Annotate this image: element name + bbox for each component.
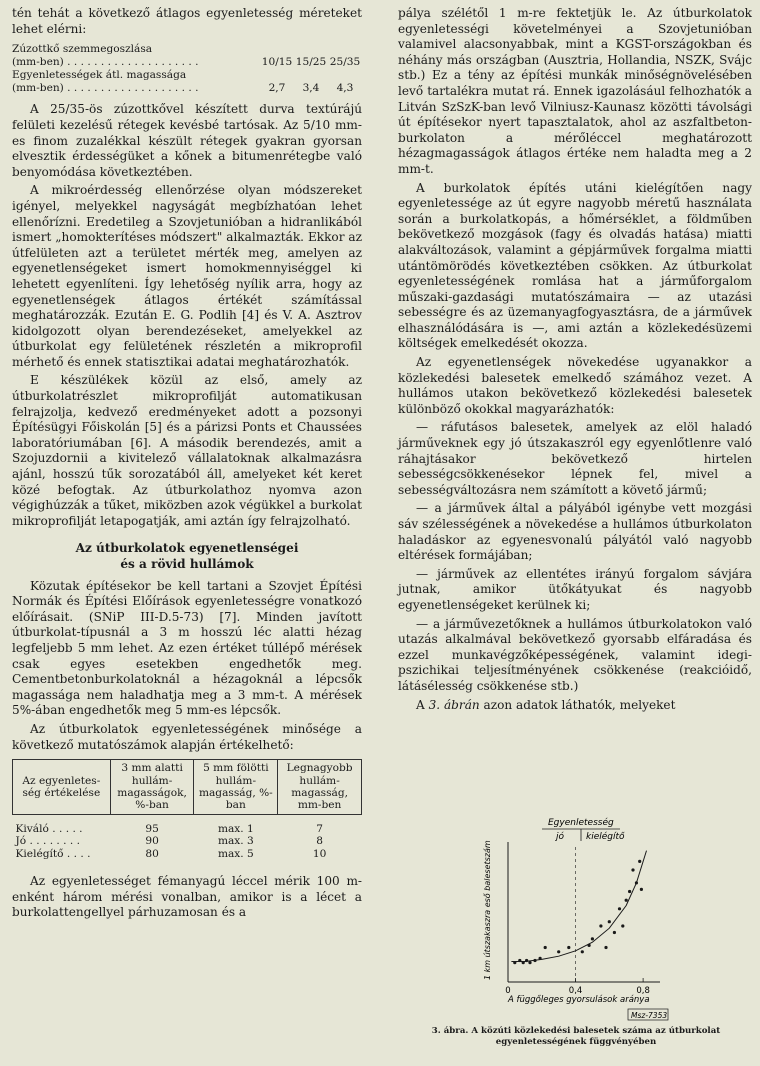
chart-point	[613, 931, 616, 934]
paragraph: tén tehát a következő átlagos egyenletesség méreteket lehet elérni:	[12, 6, 362, 36]
chart-point	[567, 946, 570, 949]
list-item: — ráfutásos balesetek, amelyek az elöl haladó járműveknek egy jó útszakaszról egy egyenlőtlenre való ráhajtásakor bekövetkező hirtelen sebességcsökkenésekor lépnek fel, mivel a sebességváltozásra nem számított a követő jármű;	[398, 420, 752, 497]
chart-trend-line	[511, 851, 646, 962]
grain-row-label	[12, 69, 362, 82]
grain-size-table	[12, 43, 362, 94]
table-cell: 90	[145, 835, 159, 848]
table-cell: 8	[316, 835, 323, 848]
table-header-row	[13, 760, 362, 815]
table-header-cell: 3 mm alatti hullám-magasságok, %-ban	[110, 760, 194, 815]
grain-value: 10/15	[261, 55, 293, 68]
paragraph: pálya szélétől 1 m-re fektetjük le. Az útburkolatok egyenletességi követelményei a Szovjetunióban valamivel alacsonyabbak, mint a KGST-országokban és néhány más országban (Ausztria, Hollandia, NSZK, Svájc stb.) Ez a tény az építési munkák minőségnövelésében levő tartalékra mutat rá. Ennek igazolásául felhozhatók a Litván SzSzK-ban levő Vilniusz-Kaunasz közötti távolsági út építésekor nyert tapasztalatok, ahol az aszfaltbeton-burkolaton a mérőléccel meghatározott hézagmagasságok átlagos értéke nem haladta meg a 2 mm-t.	[398, 6, 752, 176]
chart-point	[618, 907, 621, 910]
table-cell: 10	[312, 847, 327, 860]
grain-value: 15/25	[295, 55, 327, 68]
text-run: A	[416, 697, 429, 712]
table-cell: Kielégítő . . . .	[15, 847, 91, 860]
table-row	[13, 814, 362, 835]
table-header-cell: Legnagyobb hullám-magasság, mm-ben	[278, 760, 362, 815]
chart-point	[608, 920, 611, 923]
paragraph: Közutak építésekor be kell tartani a Szovjet Építési Normák és Építési Előírások egyenletességre vonatkozó előírásait. (SNiP III-D.5-73) [7]. Minden javított útburkolat-típusnál a 3 m hosszú léc alatti hézag legfeljebb 5 mm lehet. Az ezen értéket túllépő mérések csak egyes esetekben engedhetők meg. Cementbetonburkolatoknál a hézagoknál a lépcsők magassága nem haladhatja meg a 3 mm-t. A mérések 5%-ában engedhetők meg 5 mm-es lépcsők.	[12, 578, 362, 718]
grain-row-title: Egyenletességek átl. magassága	[12, 68, 187, 81]
right-column	[398, 6, 752, 713]
chart-x-tick-label: 0	[505, 986, 511, 996]
chart-point	[599, 924, 602, 927]
paragraph: E készülékek közül az első, amely az útburkolatrészlet mikroprofilját automatikusan felrajzolja, kedvező eredményeket adott a pozsonyi Építésügyi Főiskolán [5] és a párizsi Ponts et Chaussées laboratóriumában [6]. A második berendezés, amit a Szojuzdornii a kivitelező vállalatoknak alkalmazásra ajánl, hosszú tűk sorozatából áll, amelyeket két keret közé befogtak. Az útburkolathoz nyomva azon végighúzzák a tűket, miközben azok végükkel a burkolat mikroprofilját letapogatják, ami aztán így felrajzolható.	[12, 373, 362, 528]
grain-row-values	[12, 82, 362, 95]
list-item: — a járművek által a pályából igénybe vett mozgási sáv szélességének a növekedése a hullámos útburkolaton haladáskor az egyenesvonalú pályától való nagyobb eltérések formájában;	[398, 501, 752, 563]
grain-value: 25/35	[329, 55, 361, 68]
figure-caption	[414, 1026, 738, 1047]
chart-point	[604, 946, 607, 949]
chart-label-evenness: Egyenletesség	[548, 818, 614, 828]
chart-x-tick-label: 0,4	[568, 986, 583, 996]
paragraph: A mikroérdesség ellenőrzése olyan módszereket igényel, melyekkel nagyságát megbízhatóan lehet ellenőrízni. Eredetileg a Szovjetunióban a hidranlikából ismert „homokterítéses módszert" alkalmazták. Ekkor az útfelületen azt a területet mérték meg, amelyen az egyenetlenségeket ismert homokmennyiséggel ki lehetett egyenlíteni. Így lehetőség nyílik arra, hogy az egyenetlenségek átlagos értékét számítással meghatározzák. Ezután E. G. Podlih [4] és V. A. Asztrov kidolgozott olyan berendezéseket, amelyekkel az útburkolat egy felületének részletén a mikroprofil mérhető és ennek statisztikai adatai meghatározhatók.	[12, 183, 362, 369]
table-cell: max. 1	[217, 822, 254, 835]
table-cell: max. 5	[217, 847, 254, 860]
table-cell: 80	[145, 847, 159, 860]
paragraph: A burkolatok építés utáni kielégítően nagy egyenletessége az út egyre nagyobb méretű használata során a burkolatkopás, a hőmérséklet, a földműben bekövetkező mozgások (fagy és olvadás hatása) miatti alakváltozások, valamint a gépjárművek forgalma miatti utántömörödés következtében csökken. Az útburkolat egyenletességének romlása hat a járműforgalom műszaki-gazdasági mutatószámaira — az utazási sebességre és az üzemanyagfogyasztásra, de a járművek elhasználódására is —, ami aztán a közlekedésüzemi költségek emelkedését okozza.	[398, 180, 752, 351]
table-cell: 7	[316, 822, 323, 835]
paragraph: A 25/35-ös zúzottkővel készített durva textúrájú felületi kezelésű rétegek kevésbé tartósak. Az 5/10 mm-es finom zuzalékkal készült rétegek gyakran gyorsan elvesztik érdességüket a kőnek a bitumenrétegbe való benyomódása következtében.	[12, 102, 362, 179]
paragraph: Az egyenetlenségek növekedése ugyanakkor a közlekedési balesetek emelkedő számához vezet. A hullámos utakon bekövetkező közlekedési balesetek különböző okokkal magyarázhatók:	[398, 355, 752, 416]
section-title-line: és a rövid hullámok	[120, 557, 254, 571]
chart-x-tick-label: 0,8	[636, 986, 650, 996]
chart-label-good: jó	[556, 832, 565, 842]
chart-point	[631, 868, 634, 871]
table-row	[13, 848, 362, 860]
chart-point	[625, 899, 628, 902]
paragraph	[398, 698, 752, 714]
grain-row-values	[12, 56, 362, 69]
chart-axes	[505, 842, 660, 996]
table-header-cell: 5 mm fölötti hullám-magasság, %-ban	[194, 760, 278, 815]
grain-value: 3,4	[302, 81, 320, 94]
paragraph: Az egyenletességet fémanyagú léccel mérik 100 m-enként három mérési vonalban, amikor is a lécet a burkolattengellyel párhuzamosan és a	[12, 873, 362, 920]
paragraph: Az útburkolatok egyenletességének minősége a következő mutatószámok alapján értékelhető:	[12, 721, 362, 752]
chart-point	[638, 860, 641, 863]
grain-value: 4,3	[336, 81, 354, 94]
chart-point	[628, 890, 631, 893]
chart-point	[621, 924, 624, 927]
table-row	[13, 835, 362, 847]
stamp-text: Msz-7353	[631, 1011, 668, 1020]
left-column	[12, 6, 362, 921]
chart-point	[557, 950, 560, 953]
figure-chart	[470, 812, 690, 1022]
section-title	[12, 541, 362, 572]
grain-row-unit: (mm-ben) . . . . . . . . . . . . . . . . . . . .	[12, 81, 199, 94]
chart-point	[581, 950, 584, 953]
table-cell: Kiváló . . . . .	[15, 822, 83, 835]
grain-row-label	[12, 43, 362, 56]
chart-point	[591, 937, 594, 940]
figure-reference: 3. ábrán	[428, 697, 480, 712]
chart-point	[640, 888, 643, 891]
section-title-line: Az útburkolatok egyenetlenségei	[75, 541, 299, 556]
chart-xlabel: A függőleges gyorsulások aránya	[508, 995, 650, 1005]
evenness-table	[12, 759, 362, 860]
chart-points	[513, 860, 643, 964]
chart-ylabel: 1 km útszakaszra eső balesetszám	[483, 840, 492, 980]
grain-value: 2,7	[268, 81, 286, 94]
list-item: — járművek az ellentétes irányú forgalom sávjára jutnak, amikor ütőkátyukat és nagyobb egyenetlenségeket kerülnek ki;	[398, 566, 752, 612]
caption-line: egyenletességének függvényében	[495, 1036, 657, 1047]
table-cell: 95	[145, 822, 159, 835]
grain-row-title: Zúzottkő szemmegoszlása	[12, 43, 153, 56]
table-header-cell: Az egyenletes-ség értékelése	[13, 760, 111, 815]
text-run: azon adatok láthatók, melyeket	[479, 697, 676, 712]
table-cell: max. 3	[217, 835, 254, 848]
caption-line: 3. ábra. A közúti közlekedési balesetek száma az útburkolat	[431, 1026, 721, 1036]
grain-row-unit: (mm-ben) . . . . . . . . . . . . . . . . . . . .	[12, 55, 199, 68]
chart-svg	[470, 812, 690, 1022]
table-cell: Jó . . . . . . . .	[15, 835, 81, 848]
chart-point	[544, 946, 547, 949]
chart-label-satisfactory: kielégítő	[586, 832, 625, 842]
list-item: — a járművezetőknek a hullámos útburkolatokon való utazás alkalmával bekövetkező gyorsabb elfáradása és ezzel munkavégzőképességének, valamint idegi-pszichikai teljesítményének csökkenése (reakcióidő, látásélesség csökkenése stb.)	[398, 616, 752, 693]
